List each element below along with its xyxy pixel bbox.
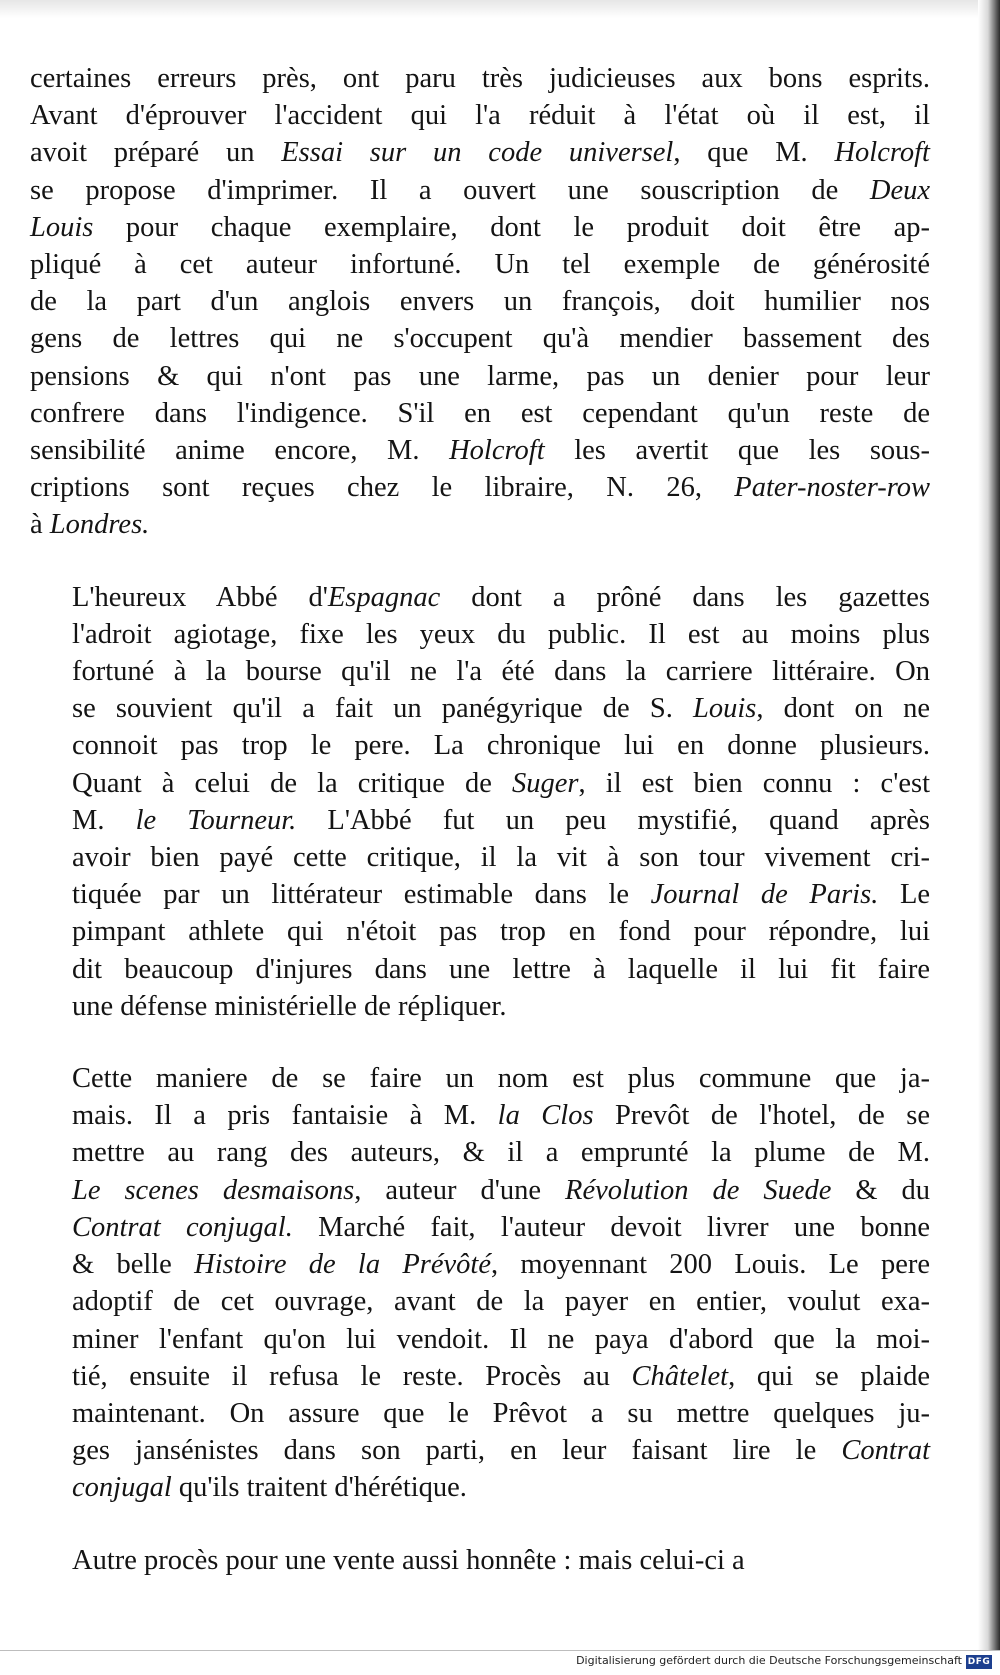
text-line: tiquée par un littérateur estimable dans le Journal de Paris. Le [72, 879, 931, 911]
text-line: mettre au rang des auteurs, & il a emprunté la plume de M. [72, 1137, 930, 1169]
text-line: sensibilité anime encore, M. Holcroft les avertit que les sous- [30, 435, 930, 467]
text-line: gens de lettres qui ne s'occupent qu'à mendier bassement des [30, 323, 930, 355]
text-line: Contrat conjugal. Marché fait, l'auteur devoit livrer une bonne [72, 1211, 930, 1243]
text-line: maintenant. On assure que le Prêvot a su mettre quelques ju- [72, 1397, 930, 1429]
text-line: L'heureux Abbé d'Espagnac dont a prôné dans les gazettes [72, 581, 930, 613]
text-line: pensions & qui n'ont pas une larme, pas un denier pour leur [30, 360, 930, 392]
text-line: connoit pas trop le pere. La chronique lui en donne plusieurs. [72, 730, 930, 762]
text-line: M. le Tourneur. L'Abbé fut un peu mystifié, quand après [72, 804, 930, 836]
text-line: Le scenes desmaisons, auteur d'une Révolution de Suede & du [72, 1174, 930, 1206]
text-line: une défense ministérielle de répliquer. [72, 990, 507, 1022]
text-line: fortuné à la bourse qu'il ne l'a été dans la carriere littéraire. On [72, 656, 930, 688]
paragraph-3 [30, 1060, 930, 1506]
text-line: l'adroit agiotage, fixe les yeux du public. Il est au moins plus [72, 618, 930, 650]
text-line: mais. Il a pris fantaisie à M. la Clos Prevôt de l'hotel, de se [72, 1100, 930, 1132]
dfg-logo-icon: DFG [967, 1657, 991, 1667]
italic-text: Histoire de la Prévôté [194, 1249, 491, 1281]
text-line: ges jansénistes dans son parti, en leur faisant lire le Contrat [72, 1435, 930, 1467]
italic-text: Le scenes desmaisons [72, 1174, 355, 1206]
italic-text: Journal de Paris. [650, 879, 879, 911]
italic-text: Londres. [49, 509, 150, 541]
text-line: avoir bien payé cette critique, il la vit à son tour vivement cri- [72, 842, 930, 874]
text-line: & belle Histoire de la Prévôté, moyennant 200 Louis. Le pere [72, 1249, 931, 1281]
text-line: Quant à celui de la critique de Suger, il est bien connu : c'est [72, 767, 930, 799]
italic-text: le Tourneur. [135, 804, 297, 836]
document-body [30, 60, 930, 1579]
paragraph-2 [30, 579, 930, 1025]
italic-text: Holcroft [834, 137, 930, 169]
italic-text: Révolution de Suede [565, 1174, 832, 1206]
text-line: se souvient qu'il a fait un panégyrique de S. Louis, dont on ne [72, 693, 930, 725]
text-line: Cette maniere de se faire un nom est plus commune que ja- [72, 1063, 930, 1095]
text-line: Avant d'éprouver l'accident qui l'a réduit à l'état où il est, il [30, 100, 930, 132]
page-right-edge-shadow [978, 0, 1000, 1650]
digitization-footer [0, 1650, 1000, 1675]
page-top-shadow [0, 0, 1000, 18]
footer-credit-text: Digitalisierung gefördert durch die Deutsche Forschungsgemeinschaft [576, 1654, 962, 1667]
text-line: se propose d'imprimer. Il a ouvert une souscription de Deux [30, 174, 930, 206]
paragraph-4 [30, 1542, 930, 1579]
text-line: tié, ensuite il refusa le reste. Procès au Châtelet, qui se plaide [72, 1360, 930, 1392]
text-line: pimpant athlete qui n'étoit pas trop en fond pour répondre, lui [72, 916, 930, 948]
italic-text: Suger [512, 767, 579, 799]
text-line: dit beaucoup d'injures dans une lettre à laquelle il lui fit faire [72, 953, 930, 985]
text-line: adoptif de cet ouvrage, avant de la payer en entier, voulut exa- [72, 1286, 930, 1318]
text-line: confrere dans l'indigence. S'il en est cependant qu'un reste de [30, 397, 930, 429]
italic-text: Louis [30, 211, 94, 243]
italic-text: Essai sur un code universel [281, 137, 674, 169]
text-line: Autre procès pour une vente aussi honnête : mais celui-ci a [72, 1544, 745, 1576]
italic-text: Pater-noster-row [734, 472, 930, 504]
italic-text: Châtelet [631, 1360, 729, 1392]
paragraph-1 [30, 60, 930, 544]
italic-text: conjugal [72, 1472, 172, 1504]
text-line: pliqué à cet auteur infortuné. Un tel exemple de générosité [30, 249, 930, 281]
text-line: à Londres. [30, 509, 150, 541]
text-line: criptions sont reçues chez le libraire, N. 26, Pater-noster-row [30, 472, 930, 504]
italic-text: la Clos [497, 1100, 594, 1132]
italic-text: Deux [869, 174, 930, 206]
text-line: certaines erreurs près, ont paru très judicieuses aux bons esprits. [30, 63, 930, 94]
italic-text: Contrat [841, 1435, 930, 1467]
italic-text: Louis [692, 693, 757, 725]
text-line: Louis pour chaque exemplaire, dont le produit doit être ap- [30, 211, 930, 243]
italic-text: Holcroft [449, 435, 545, 467]
italic-text: Espagnac [327, 581, 441, 613]
italic-text: Contrat conjugal. [72, 1211, 293, 1243]
text-line: avoit préparé un Essai sur un code universel, que M. Holcroft [30, 137, 930, 169]
text-line: conjugal qu'ils traitent d'hérétique. [72, 1472, 467, 1504]
text-line: de la part d'un anglois envers un françois, doit humilier nos [30, 286, 930, 318]
text-line: miner l'enfant qu'on lui vendoit. Il ne paya d'abord que la moi- [72, 1323, 930, 1355]
